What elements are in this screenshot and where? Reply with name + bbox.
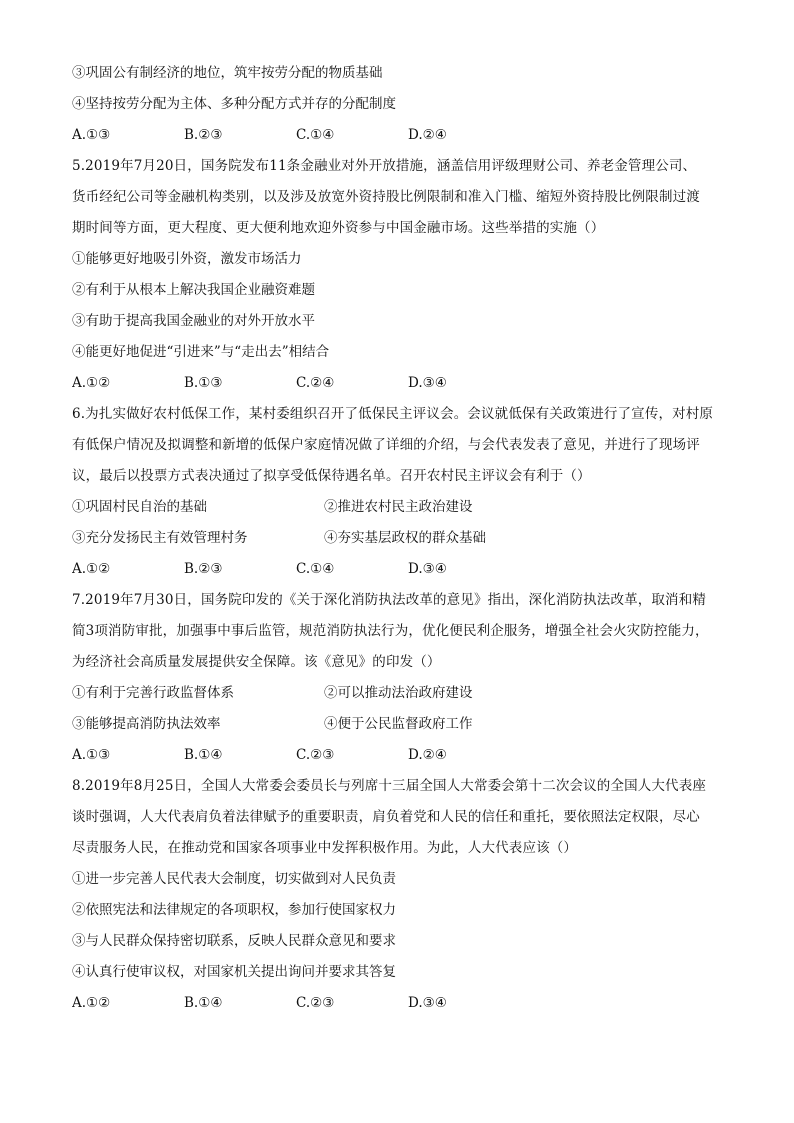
choice-row [72, 492, 732, 523]
question-4 [72, 58, 732, 151]
choice-row [72, 678, 732, 709]
question-7 [72, 585, 732, 771]
answer-options [72, 368, 732, 399]
option-a: A.①③ [72, 127, 111, 143]
choice-row [72, 709, 732, 740]
choice-item: ④认真行使审议权，对国家机关提出询问并要求其答复 [72, 964, 396, 980]
question-stem-line: 为经济社会高质量发展提供安全保障。该《意见》的印发（） [72, 654, 441, 670]
option-c: C.①④ [296, 127, 335, 143]
option-d: D.③④ [408, 375, 447, 391]
choice-row [72, 523, 732, 554]
choice-item: ①能够更好地吸引外资，激发市场活力 [72, 251, 302, 267]
option-b: B.①④ [184, 995, 223, 1011]
choice-item: ④夯实基层政权的群众基础 [324, 530, 486, 546]
question-8 [72, 771, 732, 1019]
choice-item: ③能够提高消防执法效率 [72, 716, 221, 732]
choice-item: ④坚持按劳分配为主体、多种分配方式并存的分配制度 [72, 96, 396, 112]
choice-item: ④能更好地促进“引进来”与“走出去”相结合 [72, 344, 330, 360]
answer-options [72, 554, 732, 585]
choice-item: ②有利于从根本上解决我国企业融资难题 [72, 282, 315, 298]
option-c: C.②③ [296, 995, 335, 1011]
question-stem-line: 6.为扎实做好农村低保工作，某村委组织召开了低保民主评议会。会议就低保有关政策进行了宣传，对村原 [72, 406, 714, 422]
answer-options [72, 740, 732, 771]
question-stem-line: 货币经纪公司等金融机构类别，以及涉及放宽外资持股比例限制和准入门槛、缩短外资持股比例限制过渡 [72, 189, 700, 205]
choice-item: ③与人民群众保持密切联系，反映人民群众意见和要求 [72, 933, 396, 949]
choice-item: ③巩固公有制经济的地位，筑牢按劳分配的物质基础 [72, 65, 383, 81]
option-d: D.③④ [408, 561, 447, 577]
choice-item: ①巩固村民自治的基础 [72, 499, 207, 515]
option-d: D.②④ [408, 747, 447, 763]
question-stem-line: 有低保户情况及拟调整和新增的低保户家庭情况做了详细的介绍，与会代表发表了意见，并进行了现场评 [72, 437, 700, 453]
choice-item: ②推进农村民主政治建设 [324, 499, 473, 515]
choice-item: ①有利于完善行政监督体系 [72, 685, 234, 701]
option-b: B.②③ [184, 127, 223, 143]
choice-item: ④便于公民监督政府工作 [324, 716, 473, 732]
answer-options [72, 988, 732, 1019]
question-stem-line: 5.2019年7月20日，国务院发布11条金融业对外开放措施，涵盖信用评级理财公司、养老金管理公司、 [72, 158, 697, 174]
choice-item: ③充分发扬民主有效管理村务 [72, 530, 248, 546]
question-stem-line: 7.2019年7月30日，国务院印发的《关于深化消防执法改革的意见》指出，深化消防执法改革，取消和精 [72, 592, 707, 608]
question-stem-line: 8.2019年8月25日，全国人大常委会委员长与列席十三届全国人大常委会第十二次会议的全国人大代表座 [72, 778, 707, 794]
option-d: D.③④ [408, 995, 447, 1011]
question-stem-line: 议，最后以投票方式表决通过了拟享受低保待遇名单。召开农村民主评议会有利于（） [72, 468, 591, 484]
option-c: C.②③ [296, 747, 335, 763]
option-d: D.②④ [408, 127, 447, 143]
question-stem-line: 简3项消防审批，加强事中事后监管，规范消防执法行为，优化便民利企服务，增强全社会火灾防控能力， [72, 623, 709, 639]
option-a: A.①② [72, 561, 111, 577]
question-5 [72, 151, 732, 399]
choice-item: ①进一步完善人民代表大会制度，切实做到对人民负责 [72, 871, 396, 887]
exam-page [72, 58, 732, 1019]
question-stem-line: 谈时强调，人大代表肩负着法律赋予的重要职责，肩负着党和人民的信任和重托，要依照法定权限，尽心 [72, 809, 700, 825]
option-a: A.①② [72, 375, 111, 391]
question-stem-line: 期时间等方面，更大程度、更大便利地欢迎外资参与中国金融市场。这些举措的实施（） [72, 220, 605, 236]
option-b: B.②③ [184, 561, 223, 577]
option-c: C.②④ [296, 375, 335, 391]
question-6 [72, 399, 732, 585]
question-stem-line: 尽责服务人民，在推动党和国家各项事业中发挥积极作用。为此，人大代表应该（） [72, 840, 578, 856]
option-b: B.①③ [184, 375, 223, 391]
choice-item: ③有助于提高我国金融业的对外开放水平 [72, 313, 315, 329]
option-b: B.①④ [184, 747, 223, 763]
choice-item: ②依照宪法和法律规定的各项职权，参加行使国家权力 [72, 902, 396, 918]
option-a: A.①③ [72, 747, 111, 763]
answer-options [72, 120, 732, 151]
option-c: C.①④ [296, 561, 335, 577]
choice-item: ②可以推动法治政府建设 [324, 685, 473, 701]
option-a: A.①② [72, 995, 111, 1011]
